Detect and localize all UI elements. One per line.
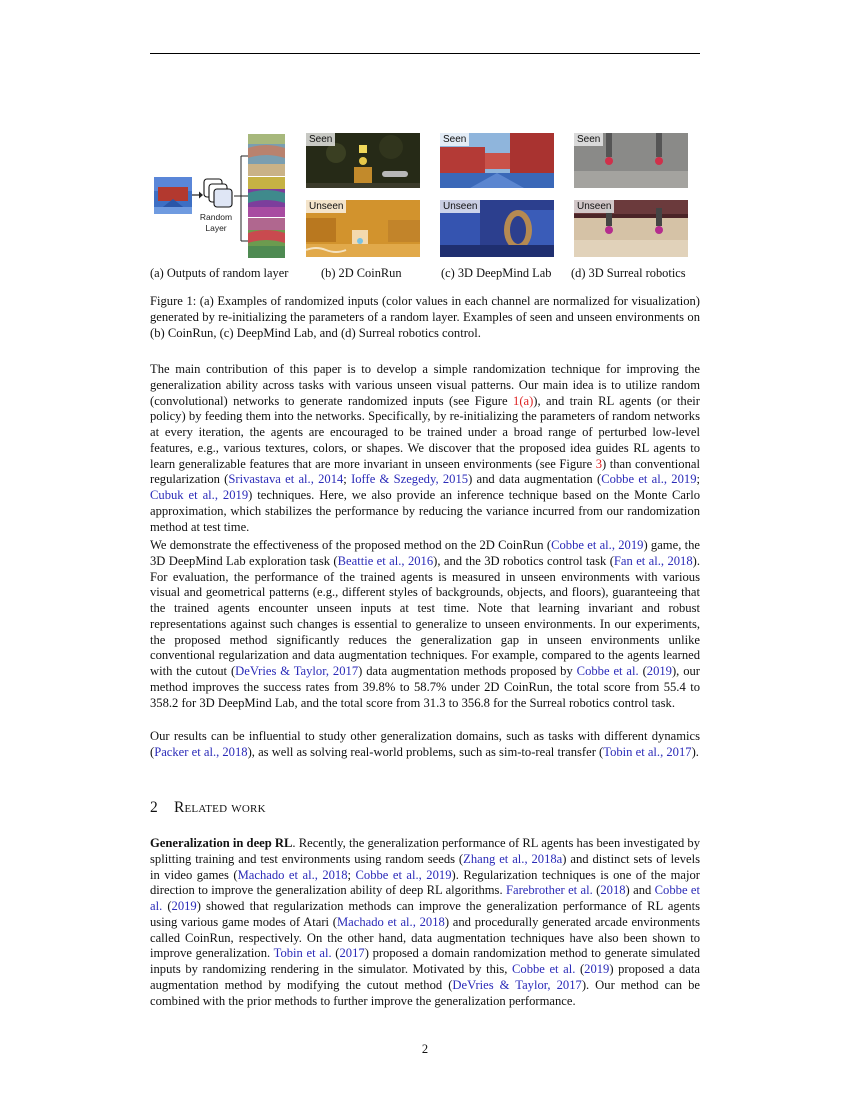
citation-link[interactable]: Cobbe et al. [576, 664, 639, 678]
seen-label: Seen [574, 133, 603, 146]
citation-link[interactable]: DeVries & Taylor, 2017 [235, 664, 359, 678]
citation-link[interactable]: Tobin et al. [273, 946, 332, 961]
paragraph-main-contribution: The main contribution of this paper is to develop a simple randomization technique for improving the generalization ability across tasks with various unseen visual patterns. Our main idea is to utilize random (convolutional) networks to generate randomized inputs (see Figure 1(a)), and train RL agents (or their policy) by feeding them into the networks. Specifically, by re-initializing the parameters of random networks at every iteration, the agents are encouraged to be trained under a broad range of perturbed low-level features, e.g., various textures, colors, or shapes. We discover that the proposed idea guides RL agents to learn generalizable features that are more invariant in unseen environments (see Figure 3) than conventional regularization (Srivastava et al., 2014; Ioffe & Szegedy, 2015) and data augmentation (Cobbe et al., 2019; Cubuk et al., 2019) techniques. Here, we also provide an inference technique based on the Monte Carlo approximation, which stabilizes the performance by reducing the variance incurred from our randomization method at test time. [150, 362, 700, 534]
citation-link[interactable]: Beattie et al., 2016 [337, 553, 434, 568]
citation-link[interactable]: Zhang et al., 2018a [463, 851, 563, 866]
deepmind-lab-seen-image [440, 133, 554, 188]
citation-link[interactable]: Cobbe et al., 2019 [601, 472, 697, 487]
subcaption-a: (a) Outputs of random layer [150, 266, 289, 280]
citation-link[interactable]: DeVries & Taylor, 2017 [452, 977, 582, 992]
unseen-label: Unseen [306, 200, 346, 213]
figure-caption: Figure 1: (a) Examples of randomized inputs (color values in each channel are normalized for visualization) generated by re-initializing the parameters of a random layer. Examples of seen and unseen environments on (b) CoinRun, (c) DeepMind Lab, and (d) Surreal robotics control. [150, 294, 700, 340]
paragraph-generalization-deep-rl: Generalization in deep RL. Recently, the generalization performance of RL agents has been investigated by splitting training and test environments using random seeds (Zhang et al., 2018a) and distinct sets of levels in video games (Machado et al., 2018; Cobbe et al., 2019). Regularization techniques is one of the major direction to improve the generalization ability of deep RL algorithms. Farebrother et al. (2018) and Cobbe et al. (2019) showed that regularization methods can improve the generalization performance of RL agents using various game modes of Atari (Machado et al., 2018) and procedurally generated arcade environments called CoinRun, respectively. On the other hand, data augmentation techniques have also been shown to improve generalization. Tobin et al. (2017) proposed a domain randomization method to generate simulated inputs by randomizing rendering in the simulator. Motivated by this, Cobbe et al. (2019) proposed a data augmentation method by modifying the cutout method (DeVries & Taylor, 2017). Our method can be combined with the prior methods to further improve the generalization performance. [150, 836, 701, 1008]
surreal-robotics-unseen-image [574, 200, 688, 257]
citation-link[interactable]: 2019 [584, 962, 610, 976]
citation-link[interactable]: Machado et al., 2018 [336, 914, 445, 929]
seen-label: Seen [440, 133, 469, 146]
citation-link[interactable]: Cobbe et al. [512, 962, 576, 976]
paragraph-results: Our results can be influential to study other generalization domains, such as tasks with different dynamics (Packer et al., 2018), as well as solving real-world problems, such as sim-to-real transfer (Tobin et al., 2017). [150, 729, 700, 759]
randomized-output-3 [248, 218, 285, 258]
unseen-label: Unseen [574, 200, 614, 213]
input-frame-image [154, 177, 192, 214]
header-rule [150, 53, 700, 54]
subcaption-c: (c) 3D DeepMind Lab [441, 266, 552, 280]
paragraph-demonstration: We demonstrate the effectiveness of the proposed method on the 2D CoinRun (Cobbe et al., 2019) game, the 3D DeepMind Lab exploration task (Beattie et al., 2016), and the 3D robotics control task (Fan et al., 2018). For evaluation, the performance of the trained agents is measured in unseen environments with various visual and geometrical patterns (e.g., different styles of backgrounds, objects, and floors), guaranteeing that the trained agents encounter unseen inputs at test time. Note that learning invariant and robust representations against such changes is essential to generalize to unseen environments. In our experiments, the proposed method significantly reduces the generalization gap in unseen environments unlike conventional regularization and data augmentation techniques. For example, compared to the agents learned with the cutout (DeVries & Taylor, 2017) data augmentation methods proposed by Cobbe et al. (2019), our method improves the success rates from 39.8% to 58.7% under 2D CoinRun, the total score from 55.4 to 358.2 for 3D DeepMind Lab, and the total score from 31.3 to 356.8 for the Surreal robotics control task. [150, 538, 701, 710]
random-layer-label-line2: Layer [205, 223, 227, 233]
citation-link[interactable]: Tobin et al., 2017 [603, 744, 692, 759]
coinrun-unseen-image [306, 200, 420, 257]
subcaption-d: (d) 3D Surreal robotics [571, 266, 686, 280]
figure-reference-link[interactable]: 1(a) [513, 393, 534, 408]
citation-link[interactable]: 2019 [171, 899, 197, 913]
citation-link[interactable]: Cobbe et al., 2019 [551, 538, 644, 552]
citation-link[interactable]: Machado et al., 2018 [237, 867, 348, 882]
citation-link[interactable]: 2018 [600, 883, 626, 898]
subcaption-b: (b) 2D CoinRun [321, 266, 402, 280]
coinrun-seen-image [306, 133, 420, 188]
deepmind-lab-unseen-image [440, 200, 554, 257]
randomized-output-1 [248, 134, 285, 176]
paragraph-heading: Generalization in deep RL [150, 836, 293, 850]
section-number: 2 [150, 799, 158, 816]
citation-link[interactable]: Cobbe et al. [150, 883, 700, 913]
citation-link[interactable]: Packer et al., 2018 [154, 744, 248, 759]
seen-label: Seen [306, 133, 335, 146]
page-number: 2 [421, 1042, 429, 1056]
randomized-output-2 [248, 177, 285, 217]
citation-link[interactable]: Cubuk et al., 2019 [150, 488, 249, 502]
citation-link[interactable]: 2019 [646, 664, 672, 678]
unseen-label: Unseen [440, 200, 480, 213]
figure-1 [150, 130, 700, 260]
section-title-text: Related work [173, 799, 266, 816]
citation-link[interactable]: Ioffe & Szegedy, 2015 [351, 472, 469, 487]
section-heading [150, 799, 266, 817]
random-layer-icon [203, 178, 235, 212]
citation-link[interactable]: 2017 [339, 946, 365, 961]
citation-link[interactable]: Cobbe et al., 2019 [355, 867, 452, 882]
figure-reference-link[interactable]: 3 [595, 456, 603, 471]
citation-link[interactable]: Farebrother et al. [505, 883, 593, 898]
surreal-robotics-seen-image [574, 133, 688, 188]
citation-link[interactable]: Srivastava et al., 2014 [228, 472, 344, 487]
citation-link[interactable]: Fan et al., 2018 [613, 553, 693, 568]
random-layer-label-line1: Random [199, 212, 233, 222]
